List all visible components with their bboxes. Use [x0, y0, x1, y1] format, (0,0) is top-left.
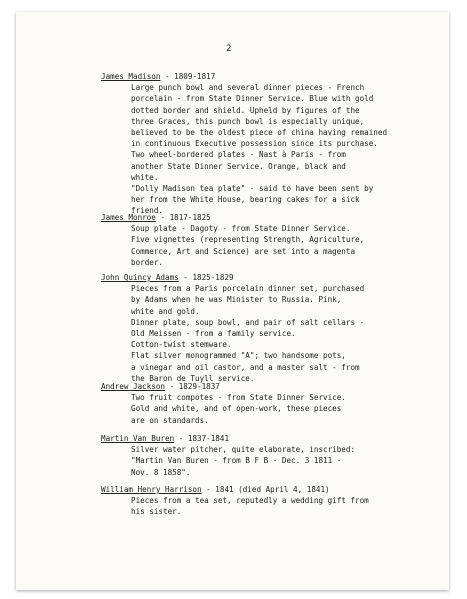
description-line: border.: [131, 257, 164, 267]
entry-heading: [101, 71, 441, 82]
description-line: porcelain - from State Dinner Service. Blue with gold: [131, 94, 374, 104]
description-line: Soup plate - Dagoty - from State Dinner Service.: [131, 224, 351, 234]
president-name: Andrew Jackson: [101, 382, 166, 391]
description-line: Cotton-twist stemware.: [131, 340, 232, 350]
president-name: William Henry Harrison: [101, 485, 202, 494]
entry-heading: [101, 381, 441, 392]
entry-heading: [101, 484, 441, 495]
description-line: "Dolly Madison tea plate" - said to have been sent by: [131, 184, 374, 194]
entry-andrew-jackson: [101, 381, 441, 426]
description-line: by Adams when he was Minister to Russia. Pink,: [131, 295, 342, 305]
president-name: James Monroe: [101, 213, 156, 222]
description-line: a vinegar and oil castor, and a master salt - from: [131, 362, 360, 372]
description-line: Commerce, Art and Science) are set into a magenta: [131, 246, 356, 256]
president-name: James Madison: [101, 72, 161, 81]
description-line: his sister.: [131, 507, 182, 517]
entry-john-quincy-adams: [101, 272, 441, 384]
president-dates: - 1817-1825: [155, 213, 211, 222]
president-dates: - 1837-1841: [174, 434, 230, 443]
description-line: another State Dinner Service. Orange, black and: [131, 161, 346, 171]
entry-heading: [101, 272, 441, 283]
description-line: Silver water pitcher, quite elaborate, inscribed:: [131, 445, 356, 455]
president-dates: - 1829-1837: [165, 382, 220, 391]
description-line: believed to be the oldest piece of china having remained: [131, 128, 388, 138]
description-line: are on standards.: [131, 415, 209, 425]
description-line: white.: [131, 172, 159, 182]
description-line: Nov. 8 1858".: [131, 467, 191, 477]
entry-martin-van-buren: [101, 433, 441, 478]
president-name: Martin Van Buren: [101, 434, 175, 443]
description-line: her from the White House, bearing cakes for a sick: [131, 195, 360, 205]
description-line: Five vignettes (representing Strength, Agriculture,: [131, 235, 365, 245]
description-line: Two fruit compotes - from State Dinner Service.: [131, 393, 346, 403]
description-line: the Baron de Tuyll service.: [131, 373, 255, 383]
entry-james-madison: [101, 71, 441, 217]
president-dates: - 1841 (died April 4, 1841): [201, 485, 330, 494]
description-line: Old Meissen - from a family service.: [131, 329, 296, 339]
description-line: white and gold.: [131, 306, 200, 316]
description-line: friend.: [131, 206, 164, 216]
description-line: Dinner plate, soup bowl, and pair of salt cellars -: [131, 317, 365, 327]
entry-james-monroe: [101, 212, 441, 268]
description-line: Large punch bowl and several dinner pieces - French: [131, 83, 365, 93]
entry-william-henry-harrison: [101, 484, 441, 518]
entry-heading: [101, 433, 441, 444]
page-number: 2: [226, 44, 232, 54]
entry-heading: [101, 212, 441, 223]
description-line: Pieces from a tea set, reputedly a wedding gift from: [131, 496, 369, 506]
description-line: Two wheel-bordered plates - Nast à Paris - from: [131, 150, 346, 160]
description-line: Flat silver monogrammed "A"; two handsome pots,: [131, 351, 346, 361]
description-line: in continuous Executive possession since its purchase.: [131, 139, 378, 149]
president-name: John Quincy Adams: [101, 273, 179, 282]
description-line: "Martin Van Buren - from B F B - Dec. 3 1811 -: [131, 456, 342, 466]
description-line: Gold and white, and of open-work, these pieces: [131, 404, 342, 414]
description-line: three Graces, this punch bowl is especially unique,: [131, 116, 365, 126]
president-dates: - 1825-1829: [178, 273, 234, 282]
description-line: Pieces from a Paris porcelain dinner set, purchased: [131, 284, 365, 294]
president-dates: - 1809-1817: [160, 72, 216, 81]
description-line: dotted border and shield. Upheld by figures of the: [131, 105, 360, 115]
